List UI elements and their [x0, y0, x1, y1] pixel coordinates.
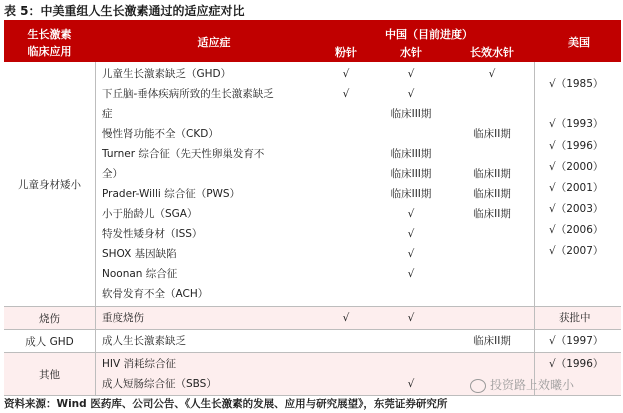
- indication: 症: [102, 108, 113, 120]
- usa-cell: √（1993）: [549, 118, 604, 130]
- usa-cell: √（2006）: [549, 224, 604, 236]
- usa-cell: √（1985）: [549, 78, 604, 90]
- indication: 特发性矮身材（ISS）: [102, 228, 203, 240]
- comparison-table: [4, 20, 621, 396]
- water-cell: 临床III期: [390, 188, 432, 200]
- long-acting-cell: 临床II期: [473, 168, 511, 180]
- usa-cell: √（2007）: [549, 245, 604, 257]
- indication: HIV 消耗综合征: [102, 358, 177, 370]
- header-usa: 美国: [568, 36, 590, 49]
- header-water: 水针: [400, 46, 422, 59]
- table-header: [4, 20, 621, 62]
- indication: 成人短肠综合征（SBS）: [102, 378, 217, 390]
- water-cell: √: [407, 378, 415, 390]
- water-cell: √: [407, 312, 415, 324]
- water-cell: 临床III期: [390, 108, 432, 120]
- watermark-text: 投资路上效曦小: [490, 378, 575, 392]
- header-col1-line1: 生长激素: [27, 28, 72, 41]
- usa-cell: √（2003）: [549, 203, 604, 215]
- source-note: 资料来源：Wind 医药库、公司公告、《人生长激素的发展、应用与研究展望》，东莞证券研究所: [4, 398, 448, 410]
- table-row-children: [4, 62, 621, 307]
- category-children: 儿童身材矮小: [4, 62, 96, 306]
- wechat-icon: [470, 379, 486, 393]
- category-adult-ghd: 成人 GHD: [4, 330, 96, 352]
- header-indication: 适应症: [197, 36, 231, 49]
- water-cell: √: [407, 88, 415, 100]
- water-cell: √: [407, 228, 415, 240]
- usa-cell: √（1996）: [549, 358, 604, 370]
- usa-cell: √（1996）: [549, 140, 604, 152]
- usa-cell: √（2000）: [549, 161, 604, 173]
- water-cell: 临床III期: [390, 168, 432, 180]
- category-other: 其他: [4, 353, 96, 395]
- usa-cell: 获批中: [559, 312, 591, 324]
- water-cell: √: [407, 68, 415, 80]
- long-acting-cell: 临床II期: [473, 335, 511, 347]
- indication: 重度烧伤: [102, 312, 144, 324]
- powder-cell: √: [342, 88, 350, 100]
- watermark: [470, 376, 574, 393]
- header-powder: 粉针: [335, 46, 357, 59]
- indication: 小于胎龄儿（SGA）: [102, 208, 198, 220]
- long-acting-cell: √: [488, 68, 496, 80]
- indication: SHOX 基因缺陷: [102, 248, 177, 260]
- water-cell: √: [407, 208, 415, 220]
- indication: 慢性肾功能不全（CKD）: [102, 128, 219, 140]
- indication: Turner 综合征（先天性卵巢发育不: [102, 148, 265, 160]
- usa-cell: √（2001）: [549, 182, 604, 194]
- long-acting-cell: 临床II期: [473, 188, 511, 200]
- table-title: 表 5：中美重组人生长激素通过的适应症对比: [4, 4, 245, 18]
- water-cell: 临床III期: [390, 148, 432, 160]
- category-burn: 烧伤: [4, 307, 96, 329]
- header-china: 中国（目前进度）: [385, 28, 473, 41]
- indication: 下丘脑-垂体疾病所致的生长激素缺乏: [102, 88, 274, 100]
- indication: 成人生长激素缺乏: [102, 335, 186, 347]
- indication: 软骨发育不全（ACH）: [102, 288, 209, 300]
- water-cell: √: [407, 248, 415, 260]
- long-acting-cell: 临床II期: [473, 128, 511, 140]
- indication: Noonan 综合征: [102, 268, 178, 280]
- indication: Prader-Willi 综合征（PWS）: [102, 188, 241, 200]
- indication: 儿童生长激素缺乏（GHD）: [102, 68, 232, 80]
- header-long-acting: 长效水针: [470, 46, 514, 59]
- powder-cell: √: [342, 312, 350, 324]
- indication: 全）: [102, 168, 123, 180]
- water-cell: √: [407, 268, 415, 280]
- powder-cell: √: [342, 68, 350, 80]
- usa-cell: √（1997）: [549, 335, 604, 347]
- header-col1-line2: 临床应用: [27, 45, 72, 58]
- long-acting-cell: 临床II期: [473, 208, 511, 220]
- table-row-adult-ghd: [4, 330, 621, 353]
- table-row-burn: [4, 307, 621, 330]
